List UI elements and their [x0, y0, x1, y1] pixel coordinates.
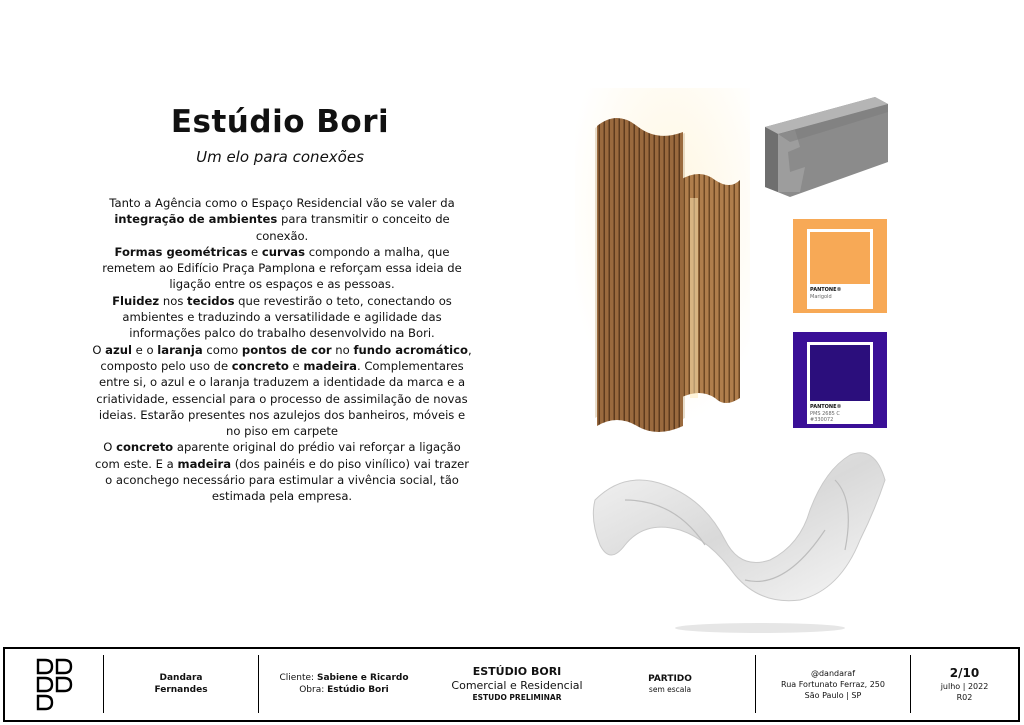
issue-date: julho | 2022	[940, 681, 989, 691]
text-run: nos	[159, 293, 188, 308]
client-label: Cliente:	[279, 673, 315, 683]
text-run-bold: madeira	[303, 358, 357, 373]
text-run: (dos painéis e do piso vinílico) vai trazer o aconchego necessário para estimular a vivência social, tão estimada pela empresa.	[105, 456, 469, 504]
text-run-bold: curvas	[261, 244, 306, 259]
text-run-bold: pontos de cor	[241, 342, 332, 357]
brand-logo-icon	[35, 657, 77, 713]
swatch-card	[807, 342, 873, 424]
text-run-bold: integração de ambientes	[114, 212, 278, 227]
paragraph-4	[90, 342, 474, 440]
text-run: no	[331, 342, 354, 357]
swatch-color	[810, 345, 870, 401]
text-run: compondo a malha, que remetem ao Edifício Praça Pamplona e reforçam essa ideia de ligação entre os espaços e as pessoas.	[102, 244, 462, 292]
contact-cell	[756, 655, 910, 713]
text-run-bold: concreto	[116, 440, 174, 455]
project-cell	[429, 655, 605, 713]
work-value: Estúdio Bori	[327, 685, 389, 695]
author-last-name: Fernandes	[154, 685, 208, 695]
text-run: O	[92, 342, 106, 357]
project-title: ESTÚDIO BORI	[472, 665, 562, 678]
sheet-title: PARTIDO	[648, 674, 692, 684]
concrete-beam-image	[760, 92, 888, 200]
text-run-bold: fundo acromático	[353, 342, 468, 357]
swatch-name: Marigold	[810, 294, 832, 300]
work-label: Obra:	[299, 685, 325, 695]
text-run-bold: Formas geométricas	[114, 244, 248, 259]
address-line-2: São Paulo | SP	[804, 690, 862, 700]
text-run-bold: tecidos	[187, 293, 235, 308]
text-run: que revestirão o teto, conectando os ambientes e traduzindo a versatilidade e agilidade das informações palco do trabalho desenvolvido na Bori.	[122, 293, 452, 341]
text-run: para transmitir o conceito de conexão.	[255, 212, 450, 243]
text-run: e o	[131, 342, 158, 357]
text-run-bold: madeira	[177, 456, 232, 471]
wood-panel-image	[575, 88, 750, 443]
author-cell	[104, 655, 258, 713]
page-subtitle: Um elo para conexões	[196, 148, 364, 166]
client-value: Sabiene e Ricardo	[316, 673, 409, 683]
text-run: Tanto a Agência como o Espaço Residencial vão se valer da	[109, 196, 455, 210]
text-run-bold: azul	[105, 342, 132, 357]
paragraph-1	[90, 195, 474, 244]
swatch-card	[807, 229, 873, 309]
swatch-name: PMS 2685 C	[810, 411, 840, 417]
white-fabric-image	[585, 440, 900, 640]
text-run: O	[103, 440, 117, 455]
text-run: , composto pelo uso de	[100, 342, 472, 373]
paragraph-3	[90, 293, 474, 342]
text-run: e	[288, 358, 304, 373]
pantone-orange-swatch	[793, 219, 887, 313]
text-run-bold: laranja	[157, 342, 203, 357]
text-run: aparente original do prédio vai reforçar a ligação com este. E a	[95, 440, 461, 471]
address-line-1: Rua Fortunato Ferraz, 250	[781, 679, 885, 689]
swatch-code: #330072	[810, 417, 834, 423]
pantone-purple-swatch	[793, 332, 887, 428]
project-phase: ESTUDO PRELIMINAR	[472, 693, 562, 702]
concept-text	[90, 195, 474, 505]
swatch-brand: PANTONE®	[810, 404, 842, 410]
page-title: Estúdio Bori	[170, 104, 390, 140]
title-block	[3, 647, 1020, 722]
author-first-name: Dandara	[159, 673, 203, 683]
sheet-scale: sem escala	[648, 685, 692, 694]
paragraph-2	[90, 244, 474, 293]
paragraph-5	[90, 439, 474, 504]
swatch-brand: PANTONE®	[810, 287, 842, 293]
sheet-info-cell	[911, 655, 1018, 713]
text-run-bold: concreto	[231, 358, 289, 373]
text-run: e	[247, 244, 262, 259]
swatch-color	[810, 232, 870, 284]
instagram-handle: @dandaraf	[810, 668, 856, 678]
project-subtitle: Comercial e Residencial	[451, 679, 583, 692]
text-run-bold: Fluidez	[112, 293, 160, 308]
revision: R02	[956, 692, 973, 702]
text-run: como	[202, 342, 242, 357]
sheet-cell	[605, 655, 735, 713]
page-number: 2/10	[949, 665, 980, 680]
client-cell	[259, 655, 429, 713]
text-run: . Complementares entre si, o azul e o laranja traduzem a identidade da marca e a criatividade, essencial para o processo de assimilação de novas ideias. Estarão presentes nos azulejos dos banheiros, móveis e no piso em carpete	[96, 358, 468, 439]
